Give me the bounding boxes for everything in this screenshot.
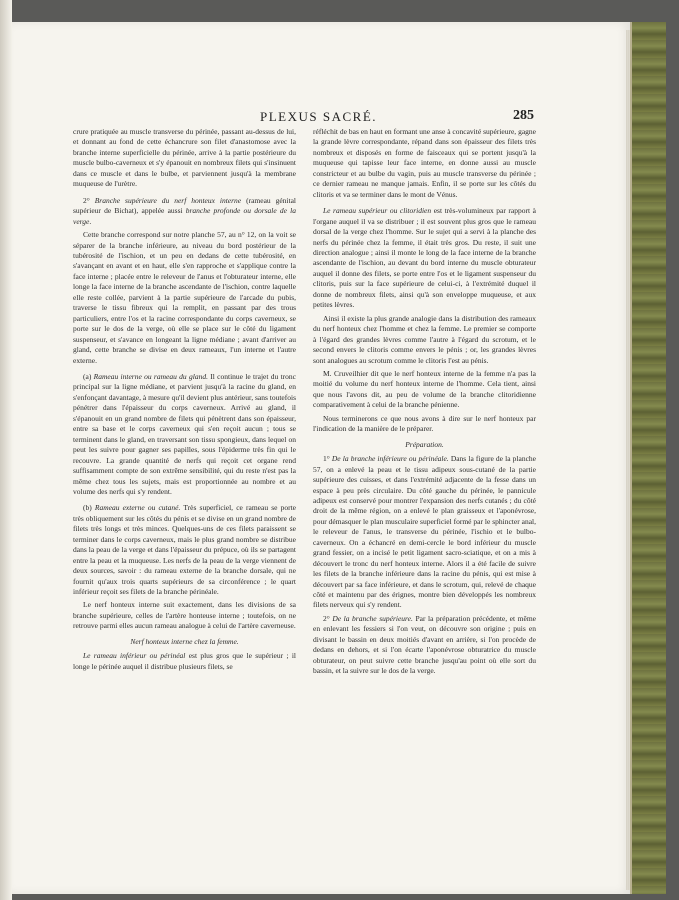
paragraph [313,614,536,677]
paragraph [73,503,296,597]
paragraph-text: Dans la figure de la planche 57, on a enlevé la peau et le tissu adipeux sous-cutané de la partie supérieure des cuisses, et dans l'extrémité adjacente de la fesse dans un espace à peu près circulaire. Du côté gauche du périnée, le pannicule adipeux est conservé pour montrer l'expansion des nerfs cutanés ; du côté droit de la même région, on a enlevé le plan graisseux et l'aponévrose, pour démasquer le plan musculaire superficiel formé par le sphincter anal, le releveur de l'anus, le transverse du périnée, l'ischio et le bulbo-caverneux. On a échancré en demi-cercle le bord inférieur du muscle grand fessier, on a incisé le petit ligament sacro-sciatique, et on a mis à découvert le tronc du nerf honteux interne. Alors il a été facile de suivre les filets de la branche inférieure dans la racine du pénis, qui est mise à découvert par sa face inférieure, et dans le scrotum, qui, relevé de chaque côté et maintenu par des érignes, montre bien développés les nombreux filets nerveux qui s'y rendent. [313,454,537,610]
section-subheading: Préparation. [405,439,444,449]
paragraph-text: est plus gros que le supérieur ; il longe le périnée auquel il distribue plusieurs filets, se [73,651,296,671]
paragraph: réfléchit de bas en haut en formant une anse à concavité supérieure, gagne la grande lèvre correspondante, répand dans son épaisseur des filets très nombreux et disposés en forme de faisceaux qui se portent jusqu'à la muqueuse qui tapisse leur face interne, en donne aussi au muscle constricteur et au bulbe du vagin, puis au muscle transverse du périnée ; ce dernier rameau ne manque jamais. Enfin, il se porte sur les côtés du clitoris et va se terminer dans le mont de Vénus. [313,127,536,199]
paragraph-heading: Rameau externe ou cutané. [94,503,181,513]
left-column [73,127,296,675]
paragraph: M. Cruveilhier dit que le nerf honteux interne de la femme n'a pas la moitié du volume du nerf honteux interne de l'homme. Cela tient, ainsi que nous l'avons dit, au peu de volume de la branche clitoridienne comparativement à celui de la branche pénienne. [313,368,536,410]
paragraph: Le nerf honteux interne suit exactement, dans les divisions de sa branche supérieure, celles de l'artère honteuse interne ; toutefois, on ne retrouve parmi elles aucun rameau analogue à celui de l'artère caverneuse. [73,600,296,631]
paragraph [313,206,536,311]
paragraph-text: . [89,216,92,226]
paragraph-text: Il continue le trajet du tronc principal sur la ligne médiane, et parvient jusqu'à la racine du gland, en s'enfonçant davantage, à mesure qu'il devient plus antérieur, sans toutefois pénétrer dans l'épaisseur du corps caverneux. Arrivé au gland, il s'épanouit en un grand nombre de filets qui pénètrent dans son épaisseur, entre sa base et le corps caverneux qui s'en reçoit aucun ; tous se terminent dans le gland, en traversant son tissu spongieux, dans lequel on peut les suivre pour gagner ses papilles, sous l'épiderme très fin qui le recouvre. La grande quantité de nerfs qui reçoit cet organe rend suffisamment compte de son extrême sensibilité, qui du reste n'est pas la même chez tous les sujets, mais est proportionnée au nombre et au volume des nerfs qui s'y rendent. [73,371,297,496]
paragraph-lead: (a) [83,371,94,381]
right-column [313,127,536,680]
paragraph: Ainsi il existe la plus grande analogie dans la distribution des rameaux du nerf honteux chez l'homme et chez la femme. Le premier se comporte à l'égard des grandes lèvres comme l'autre à l'égard du scrotum, et le second envers le clitoris comme envers le pénis ; or, les grandes lèvres sont analogues au scrotum comme le clitoris l'est au pénis. [313,313,536,365]
paragraph [73,651,296,672]
paragraph-heading: Branche supérieure du nerf honteux interne [94,195,242,205]
left-page-edge [0,0,12,900]
page-number: 285 [513,108,534,123]
paragraph-text: Très superficiel, ce rameau se porte très obliquement sur les côtés du pénis et se divise en un grand nombre de filets très longs et très minces. Quelques-uns de ces filets paraissent se terminer dans le corps caverneux, mais le plus grand nombre se distribue dans la peau de la verge et dans l'épaisseur du prépuce, où ils se partagent entre la peau et la muqueuse. Les nerfs de la peau de la verge viennent de deux sources, savoir : du rameau externe de la branche dorsale, qui ne fournit qu'aux trois quarts supérieurs de sa circonférence ; le quart inférieur reçoit ses filets de la branche périnéale. [73,503,296,597]
paragraph: crure pratiquée au muscle transverse du périnée, passant au-dessus de lui, et donnant au fond de cette échancrure son filet d'anastomose avec la branche interne superficielle du périnée, arrive à la partie postérieure du muscle bulbo-caverneux et s'y épanouit en nombreux filets qui s'insinuent dans ce muscle et dans le bulbe, et parviennent jusqu'à la membrane muqueuse de l'urètre. [73,127,296,189]
paragraph-text: (rameau génital supérieur de Bichat), appelée aussi [73,195,296,216]
paragraph [73,372,296,497]
running-head: PLEXUS SACRÉ. [260,109,378,124]
paragraph-heading: Rameau interne ou rameau du gland. [93,371,208,381]
paragraph-heading: De la branche supérieure. [332,613,413,623]
paragraph-text: est très-volumineux par rapport à l'organe auquel il va se distribuer ; il est souvent plus gros que le rameau dorsal de la verge chez l'homme. Sur le sujet qui a servi à la planche des nerfs du périnée chez la femme, il était très gros. Du reste, il suit une direction analogue ; ainsi il monte le long de la face interne de la branche ascendante de l'ischion, au devant du bord interne du muscle obturateur auquel il donne des filets, se porte entre l'os et le ligament suspenseur du clitoris, puis sur la face supérieure de celui-ci, à l'extrémité duquel il donne de nombreux filets, ainsi qu'à son enveloppe muqueuse, et aux petites lèvres. [313,206,536,310]
paragraph-lead: 2° [83,195,95,205]
section-subheading: Nerf honteux interne chez la femme. [130,636,239,646]
paragraph-heading: Le rameau supérieur ou clitoridien [323,206,432,216]
paragraph-lead: (b) [83,503,95,513]
paragraph: Cette branche correspond sur notre planche 57, au n° 12, on la voit se séparer de la branche inférieure, au niveau du bord postérieur de la tubérosité de l'ischion, et un peu en dedans de cette tubérosité, en s'avançant en avant et en haut, elle s'en rapproche et s'applique contre la face interne ; placée entre le releveur de l'anus et l'obturateur interne, elle longe la face interne de la branche ascendante de l'ischion, contre laquelle elle reste collée, parvient à la partie supérieure de l'arcade du pubis, traverse le tissu fibreux qui la remplit, en passant par des trous particuliers, entre l'os et la racine correspondante du corps caverneux, se porte sur le dos de la verge, où elle se place sur le côté du ligament suspenseur, et s'avance en longeant la ligne médiane ; avant d'arriver au gland, cette branche se divise en deux rameaux, l'un interne et l'autre externe. [73,230,296,365]
book-spine [630,22,666,894]
paragraph: Nous terminerons ce que nous avons à dire sur le nerf honteux par l'indication de la manière de le préparer. [313,413,536,434]
paragraph [313,454,536,611]
paragraph-heading: De la branche inférieure ou périnéale. [331,454,449,464]
paragraph-lead: 2° [323,613,333,623]
paragraph [73,196,296,227]
paragraph-heading: Le rameau inférieur ou périnéal [83,651,186,661]
paragraph-heading: branche profonde ou dorsale de la verge [73,206,296,226]
paragraph-lead: 1° [323,454,332,464]
paragraph-text: Par la préparation précédente, et même en enlevant les fessiers si l'on veut, on découvre son origine ; puis en divisant le bassin en deux moitiés d'avant en arrière, si l'on procède de dedans en dehors, et si l'on écarte l'aponévrose obturatrice du muscle obturateur, on peut suivre cette branche jusqu'au point où elle sort du bassin, et la suivre sur le dos de la verge. [313,613,536,676]
